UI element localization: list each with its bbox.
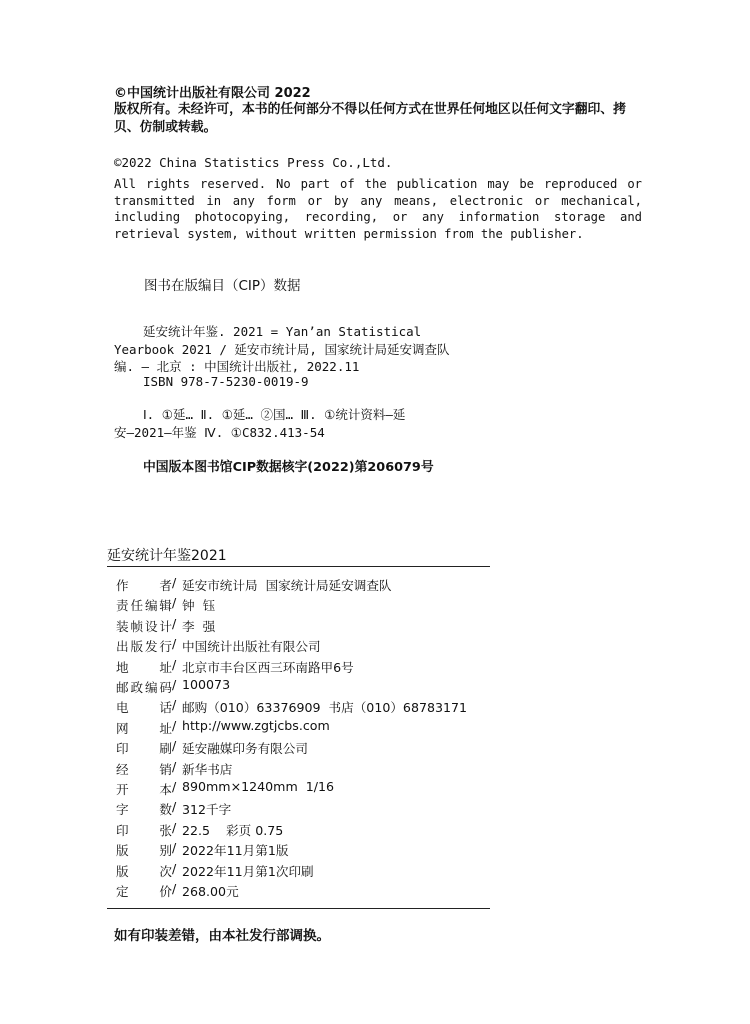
book-info-separator: / — [172, 840, 177, 856]
cip-line-2: Yearbook 2021 / 延安市统计局, 国家统计局延安调查队 — [114, 342, 450, 357]
book-info-value: 22.5 彩页 0.75 — [182, 822, 284, 838]
book-info-label: 定 价 — [116, 884, 172, 899]
book-info-value: 邮购（010）63376909 书店（010）68783171 — [182, 700, 468, 716]
book-info-row — [116, 616, 215, 635]
book-info-separator: / — [172, 799, 177, 815]
cip-line-6: 安—2021—年鉴 Ⅳ. ①C832.413-54 — [114, 425, 325, 440]
book-info-label: 开 本 — [116, 782, 172, 797]
book-info-separator: / — [172, 677, 177, 692]
book-info-value: 268.00元 — [182, 884, 239, 899]
book-info-row — [116, 636, 321, 655]
book-info-value: 312千字 — [182, 802, 232, 818]
cip-line-5: Ⅰ. ①延… Ⅱ. ①延… ②国… Ⅲ. ①统计资料—延 — [143, 407, 406, 422]
book-info-row — [116, 759, 232, 778]
cip-heading: 图书在版编目（CIP）数据 — [144, 278, 301, 294]
bottom-rule — [107, 908, 490, 909]
book-info-value: 中国统计出版社有限公司 — [182, 639, 321, 655]
book-info-row — [116, 595, 215, 614]
book-info-value: 钟 钰 — [182, 598, 216, 614]
book-info-value: 新华书店 — [182, 761, 233, 777]
cip-line-1: 延安统计年鉴. 2021 = Yan’an Statistical — [143, 324, 422, 339]
book-info-separator: / — [172, 717, 177, 733]
book-info-separator: / — [172, 819, 177, 835]
book-info-label: 字 数 — [116, 802, 172, 818]
cip-line-4: ISBN 978-7-5230-0019-9 — [143, 374, 309, 389]
book-title: 延安统计年鉴2021 — [107, 548, 227, 564]
book-info-value: 890mm×1240mm 1/16 — [182, 779, 334, 794]
top-rule — [107, 566, 490, 567]
book-info-value: http://www.zgtjcbs.com — [182, 717, 330, 733]
copyright-en-line: ©2022 China Statistics Press Co.,Ltd. — [114, 155, 393, 170]
book-info-label: 装帧设计 — [116, 618, 172, 634]
book-info-row — [116, 677, 230, 696]
book-info-label: 地 址 — [116, 659, 172, 675]
book-info-separator: / — [172, 615, 177, 631]
book-info-row — [116, 799, 231, 818]
cip-line-3: 编. — 北京 : 中国统计出版社, 2022.11 — [114, 359, 360, 374]
book-info-label: 出版发行 — [116, 639, 172, 655]
book-info-label: 作 者 — [116, 578, 172, 593]
book-info-label: 印 刷 — [116, 741, 172, 757]
book-info-separator: / — [172, 758, 177, 774]
book-info-value: 李 强 — [182, 618, 216, 634]
copyright-cn-line: ©中国统计出版社有限公司 2022 — [114, 86, 311, 101]
book-info-row — [116, 881, 239, 900]
book-info-label: 印 张 — [116, 822, 172, 838]
book-info-separator: / — [172, 860, 177, 876]
book-info-label: 责任编辑 — [116, 598, 172, 614]
book-info-row — [116, 779, 334, 798]
copyright-cn-rights: 版权所有。未经许可，本书的任何部分不得以任何方式在世界任何地区以任何文字翻印、拷贝、仿制或转载。 — [114, 102, 626, 135]
book-info-value: 延安融媒印务有限公司 — [182, 741, 308, 757]
book-info-row — [116, 840, 288, 859]
book-info-row — [116, 738, 308, 757]
book-info-label: 网 址 — [116, 720, 172, 736]
book-info-label: 邮政编码 — [116, 680, 172, 695]
book-info-value: 北京市丰台区西三环南路甲6号 — [182, 659, 354, 675]
book-info-value: 2022年11月第1次印刷 — [182, 863, 314, 879]
book-info-row — [116, 718, 330, 737]
book-info-separator: / — [172, 881, 177, 896]
book-info-separator: / — [172, 779, 177, 794]
book-info-label: 经 销 — [116, 761, 172, 777]
book-info-label: 版 别 — [116, 843, 172, 859]
book-info-separator: / — [172, 575, 177, 590]
book-info-separator: / — [172, 738, 177, 754]
book-info-separator: / — [172, 656, 177, 672]
book-info-separator: / — [172, 697, 177, 713]
book-info-row — [116, 657, 354, 676]
book-info-value: 延安市统计局 国家统计局延安调查队 — [182, 578, 392, 593]
copyright-en-rights: All rights reserved. No part of the publication may be reproduced or transmitted in any form or by any means, electronic or mechanical, including photocopying, recording, or any information storage and retrieval system, without written permission from the publisher. — [114, 177, 642, 241]
book-info-separator: / — [172, 636, 177, 652]
book-info-row — [116, 820, 283, 839]
book-info-row — [116, 861, 314, 880]
book-info-row — [116, 575, 392, 594]
book-info-label: 电 话 — [116, 700, 172, 716]
book-info-value: 100073 — [182, 677, 231, 692]
book-info-label: 版 次 — [116, 863, 172, 879]
book-info-value: 2022年11月第1版 — [182, 843, 289, 859]
reprint-notice: 如有印装差错，由本社发行部调换。 — [114, 928, 330, 944]
book-info-row — [116, 697, 467, 716]
book-info-separator: / — [172, 595, 177, 611]
cip-record-number: 中国版本图书馆CIP数据核字(2022)第206079号 — [143, 460, 434, 475]
